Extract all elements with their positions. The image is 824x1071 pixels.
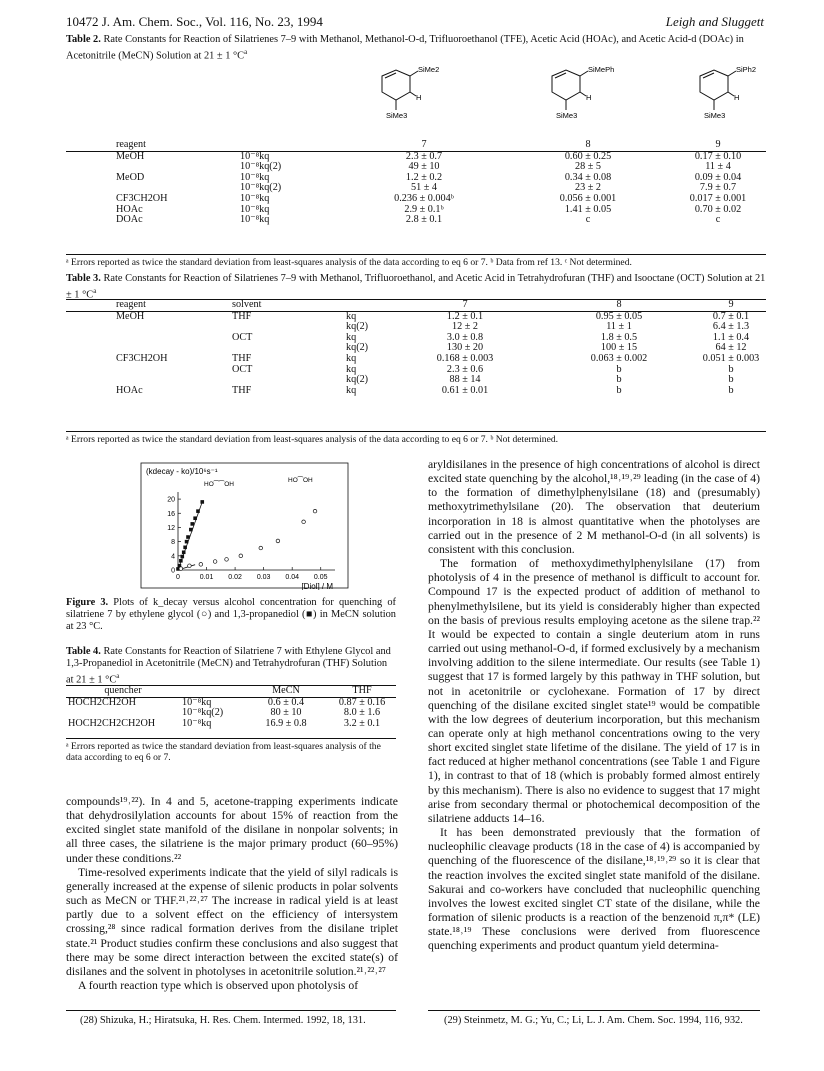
table3-reagent	[66, 322, 230, 333]
table2-caption-text: Rate Constants for Reaction of Silatrienes 7–9 with Methanol, Methanol-O-d, Trifluoroethanol (TFE), Acetic Acid (HOAc), and Acetic Acid-d (DOAc) in Acetonitrile (MeCN) Solution at 21 ± 1 °C	[66, 34, 744, 62]
y-axis-label: (kdecay - ko)/10⁶s⁻¹	[146, 467, 218, 476]
table3-head-solvent: solvent	[232, 299, 262, 310]
table3-value-8: b	[616, 363, 622, 375]
table2-value-9: 7.9 ± 0.7	[699, 182, 737, 194]
data-point-propanediol	[180, 555, 184, 559]
table4-value-thf: 8.0 ± 1.6	[343, 707, 381, 719]
mol7-h-label: H	[416, 93, 422, 102]
right-column-text	[428, 458, 760, 953]
table3-solvent: THF	[232, 384, 252, 396]
table3-value-8: b	[616, 384, 622, 396]
table3-label: Table 3.	[66, 273, 101, 284]
table2-value-7: 2.9 ± 0.1ᵇ	[404, 203, 444, 215]
table2-value-7: 1.2 ± 0.2	[405, 171, 443, 183]
table3-value-7: 88 ± 14	[449, 374, 481, 386]
right-paragraph-2: The formation of methoxydimethylphenylsilane (17) from photolysis of 4 in the presence of methanol is difficult to account for. Compound 17 is the expected product of addition of methanol to phenylmethylsilene, but its yield is considerably higher than expected on the basis of previous results employing acetone as the silene trap.²² It would be expected to contain a single deuterium atom in runs carried out using methanol-O-d, if formed exclusively by a mechanism involving addition to the silene intermediate. Our results (see Table 1) suggest that 17 is formed largely by this pathway in THF solution, but not in acetonitrile or cyclohexane. Formation of 17 by direct quenching of the disilane excited singlet state¹⁹ would be compatible with the low degrees of deuterium incorporation, but this mechanism can operate only at high methanol concentrations owing to the very short excited singlet state lifetime of the disilane. The yield of 17 is in fact reduced at higher methanol concentrations (see Table 1 and Figure 1), in contrast to that of 18 (which is probably formed almost entirely by this mechanism). There is also no evidence to suggest that 17 might arise from secondary thermal or photochemical decomposition of the silatriene adducts 14–16.	[428, 557, 760, 825]
x-axis-label: [Diol] / M	[301, 582, 333, 590]
table2-value-8: 23 ± 2	[575, 182, 601, 194]
structure-9	[700, 65, 756, 120]
data-point-ethylene-glycol	[276, 539, 280, 543]
silatriene-structures	[66, 62, 766, 144]
table3-solvent: THF	[232, 352, 252, 364]
table4-param: 10⁻⁸kq	[182, 696, 212, 708]
table3-solvent: THF	[232, 310, 252, 322]
data-point-ethylene-glycol	[313, 509, 317, 513]
left-ref-rule	[66, 1010, 396, 1011]
table2-value-8: 1.41 ± 0.05	[564, 203, 612, 215]
data-point-ethylene-glycol	[225, 558, 229, 562]
table4-value-thf: 0.87 ± 0.16	[338, 696, 386, 708]
data-point-propanediol	[185, 540, 189, 544]
table4-caption-note: a	[116, 672, 120, 680]
data-point-ethylene-glycol	[239, 554, 243, 558]
table2-value-9: c	[715, 214, 721, 226]
table2-value-9: 0.17 ± 0.10	[694, 150, 742, 162]
table3-value-8: 0.063 ± 0.002	[590, 352, 648, 364]
y-tick-label: 20	[167, 496, 175, 504]
x-tick-label: 0.04	[285, 574, 299, 581]
table2-value-9: 0.017 ± 0.001	[689, 192, 747, 204]
table3-param: kq	[346, 384, 357, 396]
table3-reagent	[66, 375, 230, 386]
table4-quencher: HOCH2CH2OH	[68, 696, 136, 708]
table3-value-7: 0.61 ± 0.01	[441, 384, 489, 396]
table3-value-7: 0.168 ± 0.003	[436, 352, 494, 364]
table3-param: kq(2)	[346, 342, 369, 354]
running-header	[66, 14, 764, 30]
table3-value-8: 100 ± 15	[600, 342, 638, 354]
table2-value-8: 0.60 ± 0.25	[564, 150, 612, 162]
table2-value-9: 0.09 ± 0.04	[694, 171, 742, 183]
table2-head-reagent: reagent	[116, 139, 146, 150]
table-row	[66, 333, 766, 344]
reference-28: (28) Shizuka, H.; Hiratsuka, H. Res. Chem. Intermed. 1992, 18, 131.	[80, 1015, 366, 1026]
mol9-top-label: SiPh2	[736, 65, 757, 74]
table3-footnote: ᵃ Errors reported as twice the standard deviation from least-squares analysis of the data according to eq 6 or 7. ᵇ Not determined.	[66, 431, 766, 445]
table2-head-8: 8	[585, 139, 591, 150]
table2-reagent: CF3CH2OH	[116, 192, 168, 204]
table2-value-8: 28 ± 5	[575, 161, 601, 173]
table3-param: kq	[346, 331, 357, 343]
table3	[66, 299, 766, 396]
table2-param: 10⁻⁸kq	[240, 150, 270, 162]
table2-param: 10⁻⁸kq(2)	[240, 161, 282, 173]
data-point-ethylene-glycol	[179, 567, 183, 571]
table3-solvent: OCT	[232, 331, 253, 343]
table3-caption-note: a	[93, 287, 97, 295]
table2-value-8: c	[585, 214, 591, 226]
table3-value-9: b	[728, 363, 734, 375]
y-tick-label: 0	[171, 567, 175, 575]
table-row	[66, 386, 766, 397]
data-point-ethylene-glycol	[302, 520, 306, 524]
table3-value-8: 1.8 ± 0.5	[600, 331, 638, 343]
table4-head-param	[180, 686, 244, 698]
table4-caption-text: Rate Constants for Reaction of Silatriene 7 with Ethylene Glycol and 1,3-Propanediol in Acetonitrile (MeCN) and Tetrahydrofuran (THF) Solution at 21 ± 1 °C	[66, 646, 391, 686]
table4-param: 10⁻⁸kq	[182, 717, 212, 729]
table-row	[66, 365, 766, 376]
table-row	[66, 194, 766, 205]
table-row	[66, 322, 766, 333]
annotation-propanediol: HO⁀⁀OH	[204, 481, 234, 488]
table2-param: 10⁻⁸kq(2)	[240, 182, 282, 194]
table3-reagent: CF3CH2OH	[116, 352, 168, 364]
x-tick-label: 0	[176, 574, 180, 581]
table2-body	[66, 151, 766, 226]
table2-param: 10⁻⁸kq	[240, 192, 270, 204]
table3-reagent: MeOH	[116, 310, 145, 322]
table3-head-param	[344, 300, 388, 312]
table3-param: kq(2)	[346, 321, 369, 333]
table2-head-7: 7	[421, 139, 427, 150]
table2-param: 10⁻⁸kq	[240, 171, 270, 183]
table2-value-7: 2.8 ± 0.1	[405, 214, 443, 226]
table3-value-7: 12 ± 2	[452, 321, 478, 333]
table2-reagent: MeOH	[116, 150, 145, 162]
table3-head-8: 8	[616, 299, 622, 310]
structure-7	[382, 65, 439, 120]
table2-value-9: 0.70 ± 0.02	[694, 203, 742, 215]
left-paragraph-2: Time-resolved experiments indicate that the yield of silyl radicals is generally increased at the expense of silenic products in polar solvents such as MeCN or THF.²¹˒²²˒²⁷ The increase in radical yield is at least partly due to a solvent effect on the efficiency of intersystem crossing,²⁸ since radical formation derives from the disilane triplet state.²¹ Product studies confirm these conclusions and also suggest that there may be some direct interaction between the excited state(s) of disilanes and the solvent in photolyses in acetonitrile solution.²¹˒²²˒²⁷	[66, 865, 398, 978]
table-row	[66, 215, 766, 226]
table2-reagent: DOAc	[116, 214, 143, 226]
table3-value-8: 11 ± 1	[606, 321, 632, 333]
right-paragraph-1: aryldisilanes in the presence of high concentrations of alcohol is direct excited state quenching by the alcohol,¹⁸˒¹⁹˒²⁹ leading (in the case of 4) to the formation of dimethylphenylsilane (18) and (presumably) methoxytrimethylsilane (20). The observation that deuterium incorporation in 18 is almost quantitative when the photolyses are carried out in the presence of 2 M methanol-O-d (in all solvents) is consistent with this conclusion.	[428, 458, 760, 556]
table2-value-7: 0.236 ± 0.004ᵇ	[394, 192, 454, 204]
mol8-h-label: H	[586, 93, 592, 102]
structure-8	[552, 65, 614, 120]
data-point-ethylene-glycol	[213, 560, 217, 564]
table3-caption	[66, 273, 766, 301]
table4-label: Table 4.	[66, 646, 101, 657]
data-point-propanediol	[182, 550, 186, 554]
table2-param: 10⁻⁸kq	[240, 203, 270, 215]
table3-head-reagent: reagent	[116, 299, 146, 310]
table2-reagent: MeOD	[116, 171, 145, 183]
table3-param: kq	[346, 310, 357, 322]
mol7-top-label: SiMe2	[418, 65, 440, 74]
table3-solvent: OCT	[232, 363, 253, 375]
mol9-bottom-label: SiMe3	[704, 111, 726, 120]
table2-reagent	[66, 162, 238, 173]
data-point-ethylene-glycol	[188, 564, 192, 568]
table3-value-9: 0.7 ± 0.1	[712, 310, 750, 322]
table3-reagent	[66, 365, 230, 376]
table3-value-7: 2.3 ± 0.6	[446, 363, 484, 375]
left-paragraph-3: A fourth reaction type which is observed upon photolysis of	[78, 979, 359, 993]
table4-footnote: ᵃ Errors reported as twice the standard deviation from least-squares analysis of the data according to eq 6 or 7.	[66, 738, 396, 763]
y-tick-label: 12	[167, 524, 175, 532]
reference-29: (29) Steinmetz, M. G.; Yu, C.; Li, L. J. Am. Chem. Soc. 1994, 116, 932.	[444, 1015, 743, 1026]
table3-body	[66, 311, 766, 396]
table2-value-8: 0.056 ± 0.001	[559, 192, 617, 204]
figure3-chart	[140, 462, 350, 590]
table-row	[66, 375, 766, 386]
table3-value-7: 130 ± 20	[446, 342, 484, 354]
table3-param: kq	[346, 363, 357, 375]
right-paragraph-3: It has been demonstrated previously that the formation of nucleophilic cleavage products (18 in the case of 4) is accompanied by quenching of the fluorescence of the disilane,¹⁸˒¹⁹˒²⁹ so it is clear that the reaction involves the excited singlet state manifold of the disilane. Sakurai and co-workers have concluded that nucleophilic quenching involves the lowest excited singlet CT state of the disilane, while the formation of silenic products is a reaction of the benzenoid π,π* (LE) state.¹⁸˒¹⁹ These conclusions were derived from fluorescence quenching experiments and product quantum yield determina-	[428, 826, 760, 953]
table3-value-9: b	[728, 384, 734, 396]
left-column-text	[66, 795, 398, 993]
table3-param: kq(2)	[346, 374, 369, 386]
data-point-propanediol	[189, 528, 193, 532]
table2-head-9: 9	[715, 139, 721, 150]
table2-value-9: 11 ± 4	[705, 161, 731, 173]
table2-caption	[66, 34, 766, 62]
y-tick-label: 4	[171, 553, 175, 561]
table3-value-7: 3.0 ± 0.8	[446, 331, 484, 343]
table4-value-mecn: 16.9 ± 0.8	[265, 717, 307, 729]
table2	[66, 140, 766, 226]
table4	[66, 685, 396, 729]
table2-footnote: ᵃ Errors reported as twice the standard deviation from least-squares analysis of the data according to eq 6 or 7. ᵇ Data from ref 13. ᶜ Not determined.	[66, 254, 766, 268]
table3-value-9: b	[728, 374, 734, 386]
annotation-ethylene-glycol: HO⁀OH	[288, 477, 313, 484]
table4-head-mecn: MeCN	[272, 685, 300, 696]
x-tick-label: 0.05	[313, 574, 328, 581]
table4-value-thf: 3.2 ± 0.1	[343, 717, 381, 729]
table2-reagent: HOAc	[116, 203, 143, 215]
table3-value-9: 0.051 ± 0.003	[702, 352, 760, 364]
x-tick-label: 0.02	[228, 574, 242, 581]
x-tick-label: 0.03	[256, 574, 271, 581]
table3-value-8: b	[616, 374, 622, 386]
table2-value-7: 2.3 ± 0.7	[405, 150, 443, 162]
table4-quencher: HOCH2CH2CH2OH	[68, 717, 156, 729]
journal-citation: 10472 J. Am. Chem. Soc., Vol. 116, No. 23, 1994	[66, 14, 323, 29]
table2-param: 10⁻⁸kq	[240, 214, 270, 226]
table2-caption-note: a	[244, 48, 248, 56]
mol7-bottom-label: SiMe3	[386, 111, 408, 120]
mol8-bottom-label: SiMe3	[556, 111, 578, 120]
data-point-propanediol	[193, 516, 197, 520]
figure3-caption	[66, 597, 396, 633]
table3-value-7: 1.2 ± 0.1	[446, 310, 484, 322]
table3-value-8: 0.95 ± 0.05	[595, 310, 643, 322]
left-paragraph-1: compounds¹⁹˒²²). In 4 and 5, acetone-trapping experiments indicate that dehydrosilylation accounts for about 15% of reaction from the excited singlet state manifold of the disilane in nonpolar solvents; in all three cases, the silatriene is the major primary product (60–95%) under these conditions.²²	[66, 795, 398, 865]
table4-head-quencher: quencher	[104, 685, 142, 696]
table3-value-9: 1.1 ± 0.4	[712, 331, 750, 343]
table3-caption-text: Rate Constants for Reaction of Silatrienes 7–9 with Methanol, Trifluoroethanol, and Acetic Acid in Tetrahydrofuran (THF) and Isooctane (OCT) Solution at 21 ± 1 °C	[66, 273, 766, 301]
mol8-top-label: SiMePh	[588, 65, 615, 74]
data-point-ethylene-glycol	[259, 546, 263, 550]
table2-value-7: 49 ± 10	[408, 161, 440, 173]
table2-value-7: 51 ± 4	[411, 182, 437, 194]
data-point-propanediol	[196, 509, 200, 513]
table4-param: 10⁻⁸kq(2)	[182, 707, 224, 719]
author-names: Leigh and Sluggett	[665, 14, 764, 29]
data-point-propanediol	[200, 500, 204, 504]
table-row	[66, 311, 766, 322]
table4-value-mecn: 0.6 ± 0.4	[267, 696, 305, 708]
table4-head-thf: THF	[352, 685, 372, 696]
table2-value-8: 0.34 ± 0.08	[564, 171, 612, 183]
table4-body	[66, 697, 396, 729]
figure3-caption-text: Plots of k_decay versus alcohol concentration for quenching of silatriene 7 by ethylene glycol (○) and 1,3-propanediol (■) in MeCN solution at 23 °C.	[66, 597, 396, 632]
figure3-label: Figure 3.	[66, 597, 109, 608]
x-tick-label: 0.01	[199, 574, 214, 581]
table-row	[66, 343, 766, 354]
table4-value-mecn: 80 ± 10	[270, 707, 302, 719]
data-point-propanediol	[179, 559, 183, 563]
data-point-ethylene-glycol	[199, 563, 203, 567]
table-row	[66, 354, 766, 365]
data-point-propanediol	[190, 522, 194, 526]
table3-value-9: 6.4 ± 1.3	[712, 321, 750, 333]
table3-reagent: HOAc	[116, 384, 143, 396]
mol9-h-label: H	[734, 93, 740, 102]
table3-value-9: 64 ± 12	[715, 342, 747, 354]
table3-head-9: 9	[728, 299, 734, 310]
table-row	[66, 719, 396, 730]
table3-param: kq	[346, 352, 357, 364]
table4-caption	[66, 646, 396, 686]
table2-label: Table 2.	[66, 34, 101, 45]
table3-reagent	[66, 333, 230, 344]
right-ref-rule	[428, 1010, 760, 1011]
y-tick-label: 16	[167, 510, 175, 518]
data-point-propanediol	[186, 535, 190, 539]
data-point-propanediol	[183, 546, 187, 550]
table3-head-7: 7	[462, 299, 468, 310]
y-tick-label: 8	[171, 539, 175, 547]
